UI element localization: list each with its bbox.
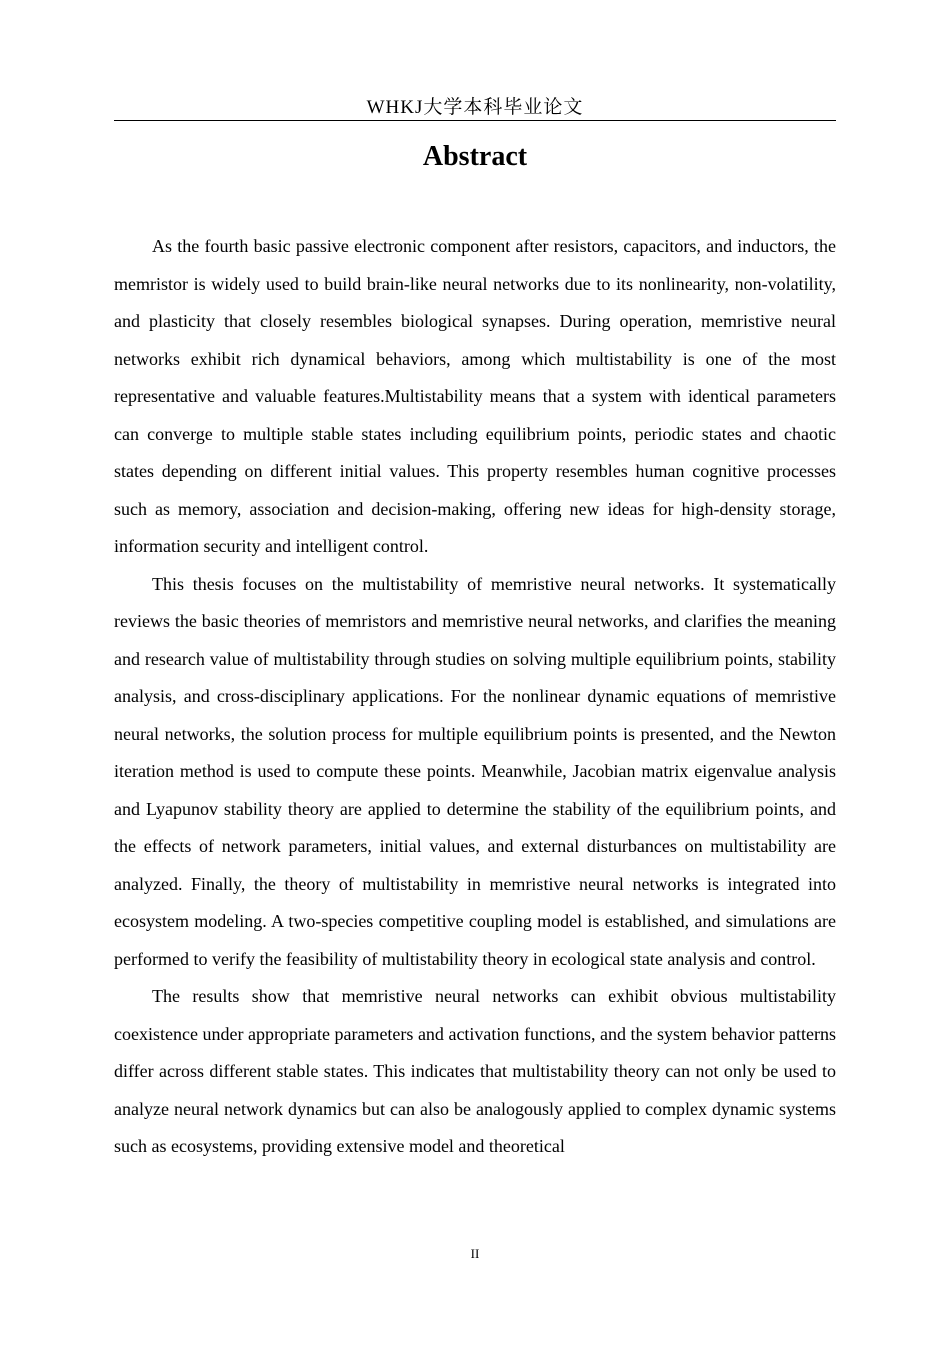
page-title: Abstract	[422, 141, 528, 172]
paragraph-2: This thesis focuses on the multistability of memristive neural networks. It systematically reviews the basic theories of memristors and memristive neural networks, and clarifies the meaning and research value of multistability through studies on solving multiple equilibrium points, stability analysis, and cross-disciplinary applications. For the nonlinear dynamic equations of memristive neural networks, the solution process for multiple equilibrium points is presented, and the Newton iteration method is used to compute these points. Meanwhile, Jacobian matrix eigenvalue analysis and Lyapunov stability theory are applied to determine the stability of the equilibrium points, and the effects of network parameters, initial values, and external disturbances on multistability are analyzed. Finally, the theory of multistability in memristive neural networks is integrated into ecosystem modeling. A two-species competitive coupling model is established, and simulations are performed to verify the feasibility of multistability theory in ecological state analysis and control.	[114, 573, 836, 969]
header-divider	[114, 120, 836, 121]
page-header: WHKJ大学本科毕业论文	[366, 97, 584, 118]
page-number: II	[470, 1246, 480, 1261]
paragraph-1: As the fourth basic passive electronic component after resistors, capacitors, and inductors, the memristor is widely used to build brain-like neural networks due to its nonlinearity, non-volatility, and plasticity that closely resembles biological synapses. During operation, memristive neural networks exhibit rich dynamical behaviors, among which multistability is one of the most representative and valuable features.Multistability means that a system with identical parameters can converge to multiple stable states including equilibrium points, periodic states and chaotic states depending on different initial values. This property resembles human cognitive processes such as memory, association and decision-making, offering new ideas for high-density storage, information security and intelligent control.	[114, 236, 836, 556]
paragraph-3: The results show that memristive neural networks can exhibit obvious multistability coexistence under appropriate parameters and activation functions, and the system behavior patterns differ across different stable states. This indicates that multistability theory can not only be used to analyze neural network dynamics but can also be analogously applied to complex dynamic systems such as ecosystems, providing extensive model and theoretical	[114, 986, 836, 1156]
abstract-body	[114, 228, 836, 1166]
